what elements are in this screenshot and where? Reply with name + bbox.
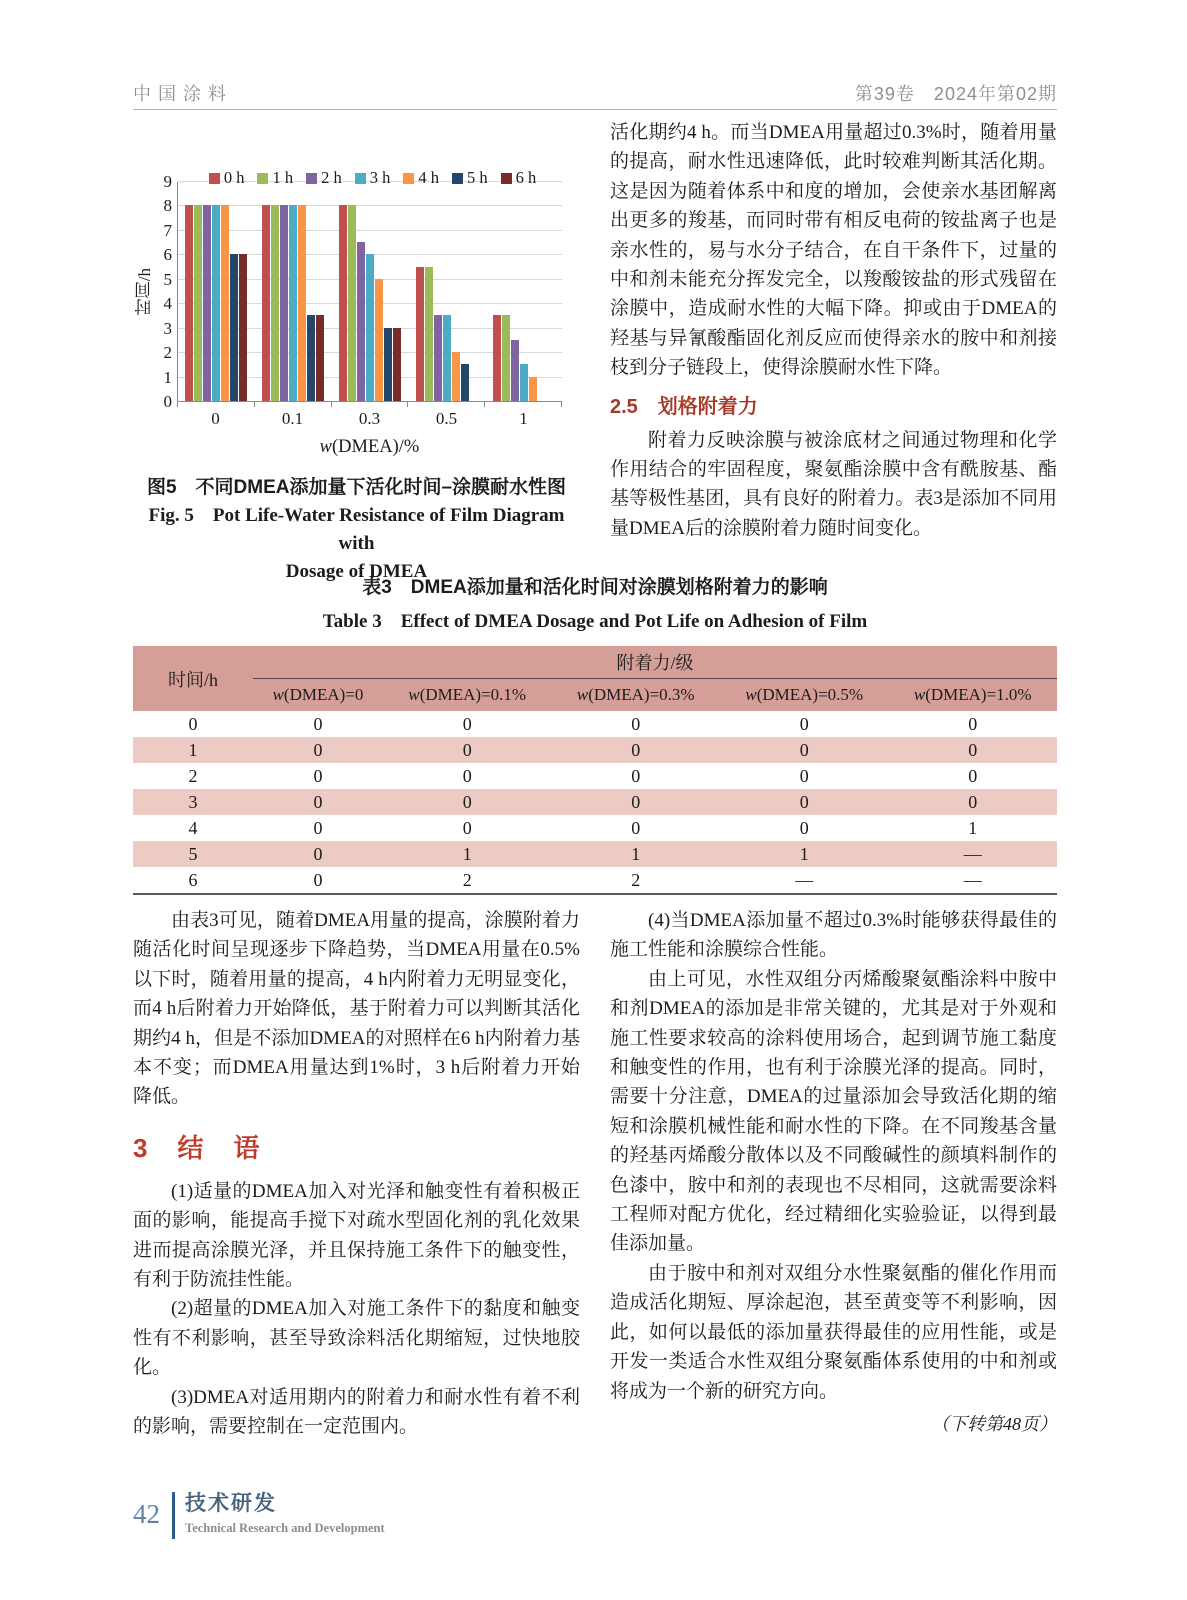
x-axis-category-label: 0.1 bbox=[281, 409, 304, 428]
bar bbox=[280, 205, 288, 401]
table-subheader: w(DMEA)=0.1% bbox=[383, 679, 552, 712]
y-axis-ticks bbox=[155, 172, 177, 411]
table-cell: 0 bbox=[253, 841, 383, 867]
legend-swatch bbox=[403, 173, 414, 184]
legend-label: 5 h bbox=[466, 168, 488, 187]
table-cell: 0 bbox=[462, 765, 472, 786]
legend-label: 2 h bbox=[321, 168, 342, 187]
table-cell: 2 bbox=[188, 765, 198, 786]
table-cell: 0 bbox=[631, 765, 641, 786]
table-cell: 1 bbox=[383, 841, 552, 867]
bar-group bbox=[485, 182, 562, 401]
table-cell: 3 bbox=[133, 789, 253, 815]
legend-swatch bbox=[501, 173, 512, 184]
table-title-en: Table 3 Effect of DMEA Dosage and Pot Life on Adhesion of Film bbox=[322, 611, 868, 632]
table-cell: 0 bbox=[313, 869, 323, 890]
left-column bbox=[133, 128, 580, 586]
y-axis-tick-label: 1 bbox=[163, 367, 172, 387]
table-cell: 5 bbox=[133, 841, 253, 867]
bottom-right-column bbox=[610, 906, 1057, 1436]
bar bbox=[316, 315, 324, 401]
table-cell: — bbox=[963, 869, 982, 890]
table-cell: 0 bbox=[799, 765, 809, 786]
legend-label: 6 h bbox=[515, 168, 537, 187]
bar bbox=[529, 377, 537, 401]
table-cell: 0 bbox=[253, 737, 383, 763]
page-footer bbox=[133, 1490, 385, 1539]
bar bbox=[212, 205, 220, 401]
x-axis-category-label: 0.5 bbox=[435, 409, 458, 428]
conclusion-item: (1)适量的DMEA加入对光泽和触变性有着积极正面的影响，能提高手搅下对疏水型固化剂的乳化效果进而提高涂膜光泽，并且保持施工条件下的触变性，有利于防流挂性能。 bbox=[133, 1180, 580, 1291]
table-cell: 0 bbox=[383, 737, 552, 763]
table-cell: 0 bbox=[799, 817, 809, 838]
table-header-row-1 bbox=[133, 646, 1057, 679]
legend-swatch bbox=[209, 173, 220, 184]
legend-item bbox=[257, 168, 293, 188]
bar bbox=[307, 315, 315, 401]
bar bbox=[452, 352, 460, 401]
conclusion-item: (3)DMEA对适用期内的附着力和耐水性有着不利的影响，需要控制在一定范围内。 bbox=[133, 1386, 580, 1438]
table-cell: 2 bbox=[462, 869, 472, 890]
footer-section-en: Technical Research and Development bbox=[185, 1521, 385, 1535]
adhesion-table bbox=[133, 646, 1057, 895]
bar bbox=[221, 205, 229, 401]
y-axis-tick-label: 4 bbox=[163, 294, 172, 314]
table-subheader: w(DMEA)=0.3% bbox=[551, 679, 720, 712]
y-axis-tick-label: 5 bbox=[163, 269, 172, 289]
table-cell: 0 bbox=[631, 713, 641, 734]
body-paragraph: 由于胺中和剂对双组分水性聚氨酯的催化作用而造成活化期短、厚涂起泡，甚至黄变等不利影响，因此，如何以最低的添加量获得最佳的应用性能，或是开发一类适合水性双组分聚氨酯体系使用的中和剂或将成为一个新的研究方向。 bbox=[610, 1262, 1057, 1402]
x-axis-title: w(DMEA)/% bbox=[319, 437, 420, 457]
bottom-left-column bbox=[133, 906, 580, 1442]
bar bbox=[271, 205, 279, 401]
bar bbox=[425, 267, 433, 401]
x-axis-category-label: 0 bbox=[211, 409, 220, 428]
table-cell: 0 bbox=[720, 789, 889, 815]
x-axis-category-label: 1 bbox=[519, 409, 528, 428]
bar bbox=[366, 254, 374, 401]
bar-groups bbox=[178, 182, 562, 401]
bar bbox=[230, 254, 238, 401]
table-cell: 0 bbox=[462, 713, 472, 734]
footer-section-cn: 技术研发 bbox=[185, 1492, 277, 1515]
legend-item bbox=[306, 168, 342, 188]
conclusion-item: (2)超量的DMEA加入对施工条件下的黏度和触变性有不利影响，甚至导致涂料活化期缩短，过快地胶化。 bbox=[133, 1298, 580, 1379]
legend-swatch bbox=[452, 173, 463, 184]
y-axis-tick-label: 9 bbox=[163, 172, 172, 191]
table-cell: 6 bbox=[188, 869, 198, 890]
legend-label: 3 h bbox=[369, 168, 391, 187]
bar bbox=[461, 364, 469, 401]
bar bbox=[339, 205, 347, 401]
table-cell: 0 bbox=[888, 737, 1057, 763]
y-axis-tick-label: 8 bbox=[163, 196, 172, 216]
bar bbox=[203, 205, 211, 401]
bar bbox=[502, 315, 510, 401]
table-head bbox=[133, 646, 1057, 711]
table-cell: 0 bbox=[968, 765, 978, 786]
bar bbox=[194, 205, 202, 401]
bar bbox=[185, 205, 193, 401]
bar-group bbox=[255, 182, 332, 401]
legend-item bbox=[403, 168, 439, 188]
table-row bbox=[133, 711, 1057, 737]
body-paragraph: 由上可见，水性双组分丙烯酸聚氨酯涂料中胺中和剂DMEA的添加是非常关键的，尤其是对于外观和施工性要求较高的涂料使用场合，起到调节施工黏度和触变性的作用，也有利于涂膜光泽的提高。同时，需要十分注意，DMEA的过量添加会导致活化期的缩短和涂膜机械性能和耐水性的下降。在不同羧基含量的羟基丙烯酸分散体以及不同酸碱性的颜填料制作的色漆中，胺中和剂的表现也不尽相同，这就需要涂料工程师对配方优化，经过精细化实验验证，以得到最佳添加量。 bbox=[610, 968, 1057, 1255]
conclusion-item: (4)当DMEA添加量不超过0.3%时能够获得最佳的施工性能和涂膜综合性能。 bbox=[610, 910, 1057, 961]
bar bbox=[393, 328, 401, 401]
table-cell: 0 bbox=[313, 817, 323, 838]
table-row bbox=[133, 867, 1057, 894]
figure-caption-en-line1: Fig. 5 Pot Life-Water Resistance of Film Diagram with bbox=[148, 505, 565, 554]
figure-caption-cn: 图5 不同DMEA添加量下活化时间–涂膜耐水性图 bbox=[146, 477, 567, 498]
bar bbox=[434, 315, 442, 401]
bar-group bbox=[408, 182, 485, 401]
figure-caption-en-line2: Dosage of DMEA bbox=[285, 561, 428, 582]
table-subheader: w(DMEA)=1.0% bbox=[888, 679, 1057, 712]
table-cell: 4 bbox=[188, 817, 198, 838]
legend-item bbox=[209, 168, 245, 188]
header-rule bbox=[133, 109, 1057, 110]
issue-info: 第39卷 2024年第02期 bbox=[854, 84, 1057, 104]
legend-swatch bbox=[306, 173, 317, 184]
bar bbox=[384, 328, 392, 401]
legend-item bbox=[452, 168, 488, 188]
bar bbox=[511, 340, 519, 401]
y-axis-tick-label: 7 bbox=[163, 220, 172, 240]
table-cell: 0 bbox=[551, 789, 720, 815]
table-cell: — bbox=[795, 869, 814, 890]
chart-plot-area bbox=[177, 182, 562, 402]
section-heading-2-5: 2.5 划格附着力 bbox=[610, 395, 758, 418]
legend-item bbox=[501, 168, 537, 188]
x-axis-labels bbox=[177, 407, 562, 429]
legend-swatch bbox=[257, 173, 268, 184]
table-cell: 0 bbox=[313, 713, 323, 734]
legend-item bbox=[355, 168, 391, 188]
bar bbox=[262, 205, 270, 401]
y-axis-tick-label: 3 bbox=[163, 318, 172, 338]
table-cell: 0 bbox=[968, 713, 978, 734]
bar bbox=[520, 364, 528, 401]
section-heading-3: 3 结 语 bbox=[133, 1132, 262, 1163]
bar bbox=[348, 205, 356, 401]
table-subheader: w(DMEA)=0.5% bbox=[720, 679, 889, 712]
bar-group bbox=[178, 182, 255, 401]
legend-label: 4 h bbox=[418, 168, 439, 187]
table-cell: 0 bbox=[799, 713, 809, 734]
table-header-time: 时间/h bbox=[133, 646, 253, 711]
figure5-bar-chart bbox=[133, 168, 580, 458]
table-body bbox=[133, 711, 1057, 894]
table-cell: 1 bbox=[133, 737, 253, 763]
footer-section bbox=[185, 1490, 385, 1536]
table-header-row-2 bbox=[133, 679, 1057, 712]
table-cell: 0 bbox=[313, 765, 323, 786]
bar bbox=[443, 315, 451, 401]
table-cell: 0 bbox=[462, 817, 472, 838]
table-cell: 1 bbox=[968, 817, 978, 838]
table-title-cn: 表3 DMEA添加量和活化时间对涂膜划格附着力的影响 bbox=[362, 577, 828, 598]
bar bbox=[493, 315, 501, 401]
footer-divider bbox=[172, 1492, 175, 1539]
table-cell: 0 bbox=[631, 817, 641, 838]
bar bbox=[416, 267, 424, 401]
table3-section bbox=[133, 572, 1057, 895]
bar-group bbox=[332, 182, 409, 401]
right-column bbox=[610, 118, 1057, 543]
body-paragraph: 活化期约4 h。而当DMEA用量超过0.3%时，随着用量的提高，耐水性迅速降低，此时较难判断其活化期。这是因为随着体系中和度的增加，会使亲水基团解离出更多的羧基，而同时带有相反电荷的铵盐离子也是亲水性的，易与水分子结合，在自干条件下，过量的中和剂未能充分挥发完全，以羧酸铵盐的形式残留在涂膜中，造成耐水性的大幅下降。抑或由于DMEA的羟基与异氰酸酯固化剂反应而使得亲水的胺中和剂接枝到分子链段上，使得涂膜耐水性下降。 bbox=[610, 122, 1057, 379]
bar bbox=[298, 205, 306, 401]
table-subheader: w(DMEA)=0 bbox=[253, 679, 383, 712]
y-axis-tick-label: 2 bbox=[163, 343, 172, 363]
table-cell: 0 bbox=[720, 737, 889, 763]
table-header-adhesion: 附着力/级 bbox=[253, 646, 1057, 679]
legend-label: 0 h bbox=[223, 168, 245, 187]
y-axis-tick-label: 6 bbox=[163, 245, 172, 265]
page-number: 42 bbox=[133, 1499, 160, 1529]
bar bbox=[357, 242, 365, 401]
table-row bbox=[133, 737, 1057, 763]
body-paragraph: 附着力反映涂膜与被涂底材之间通过物理和化学作用结合的牢固程度，聚氨酯涂膜中含有酰胺基、酯基等极性基团，具有良好的附着力。表3是添加不同用量DMEA后的涂膜附着力随时间变化。 bbox=[610, 429, 1057, 539]
table-cell: 2 bbox=[631, 869, 641, 890]
bar bbox=[375, 279, 383, 401]
table-row bbox=[133, 763, 1057, 789]
legend-swatch bbox=[355, 173, 366, 184]
table-row bbox=[133, 841, 1057, 867]
continuation-note: （下转第48页） bbox=[931, 1413, 1057, 1434]
table-cell: 0 bbox=[188, 713, 198, 734]
table-cell: 0 bbox=[551, 737, 720, 763]
table-row bbox=[133, 815, 1057, 841]
table-row bbox=[133, 789, 1057, 815]
table-cell: 0 bbox=[383, 789, 552, 815]
y-axis-title: 时间/h bbox=[134, 268, 154, 316]
legend-label: 1 h bbox=[272, 168, 294, 187]
table-cell: 1 bbox=[720, 841, 889, 867]
table-cell: — bbox=[888, 841, 1057, 867]
table-cell: 0 bbox=[253, 789, 383, 815]
body-paragraph: 由表3可见，随着DMEA用量的提高，涂膜附着力随活化时间呈现逐步下降趋势，当DMEA用量在0.5%以下时，随着用量的提高，4 h内附着力无明显变化，而4 h后附着力开始降低，基于附着力可以判断其活化期约4 h，但是不添加DMEA的对照样在6 h内附着力基本不变；而DMEA用量达到1%时，3 h后附着力开始降低。 bbox=[133, 910, 580, 1108]
chart-legend bbox=[175, 168, 570, 188]
table-cell: 1 bbox=[551, 841, 720, 867]
journal-name: 中国涂料 bbox=[133, 84, 233, 104]
y-axis-tick-label: 0 bbox=[163, 392, 172, 411]
bar bbox=[289, 205, 297, 401]
bar bbox=[239, 254, 247, 401]
table-cell: 0 bbox=[888, 789, 1057, 815]
x-axis-category-label: 0.3 bbox=[358, 409, 381, 428]
